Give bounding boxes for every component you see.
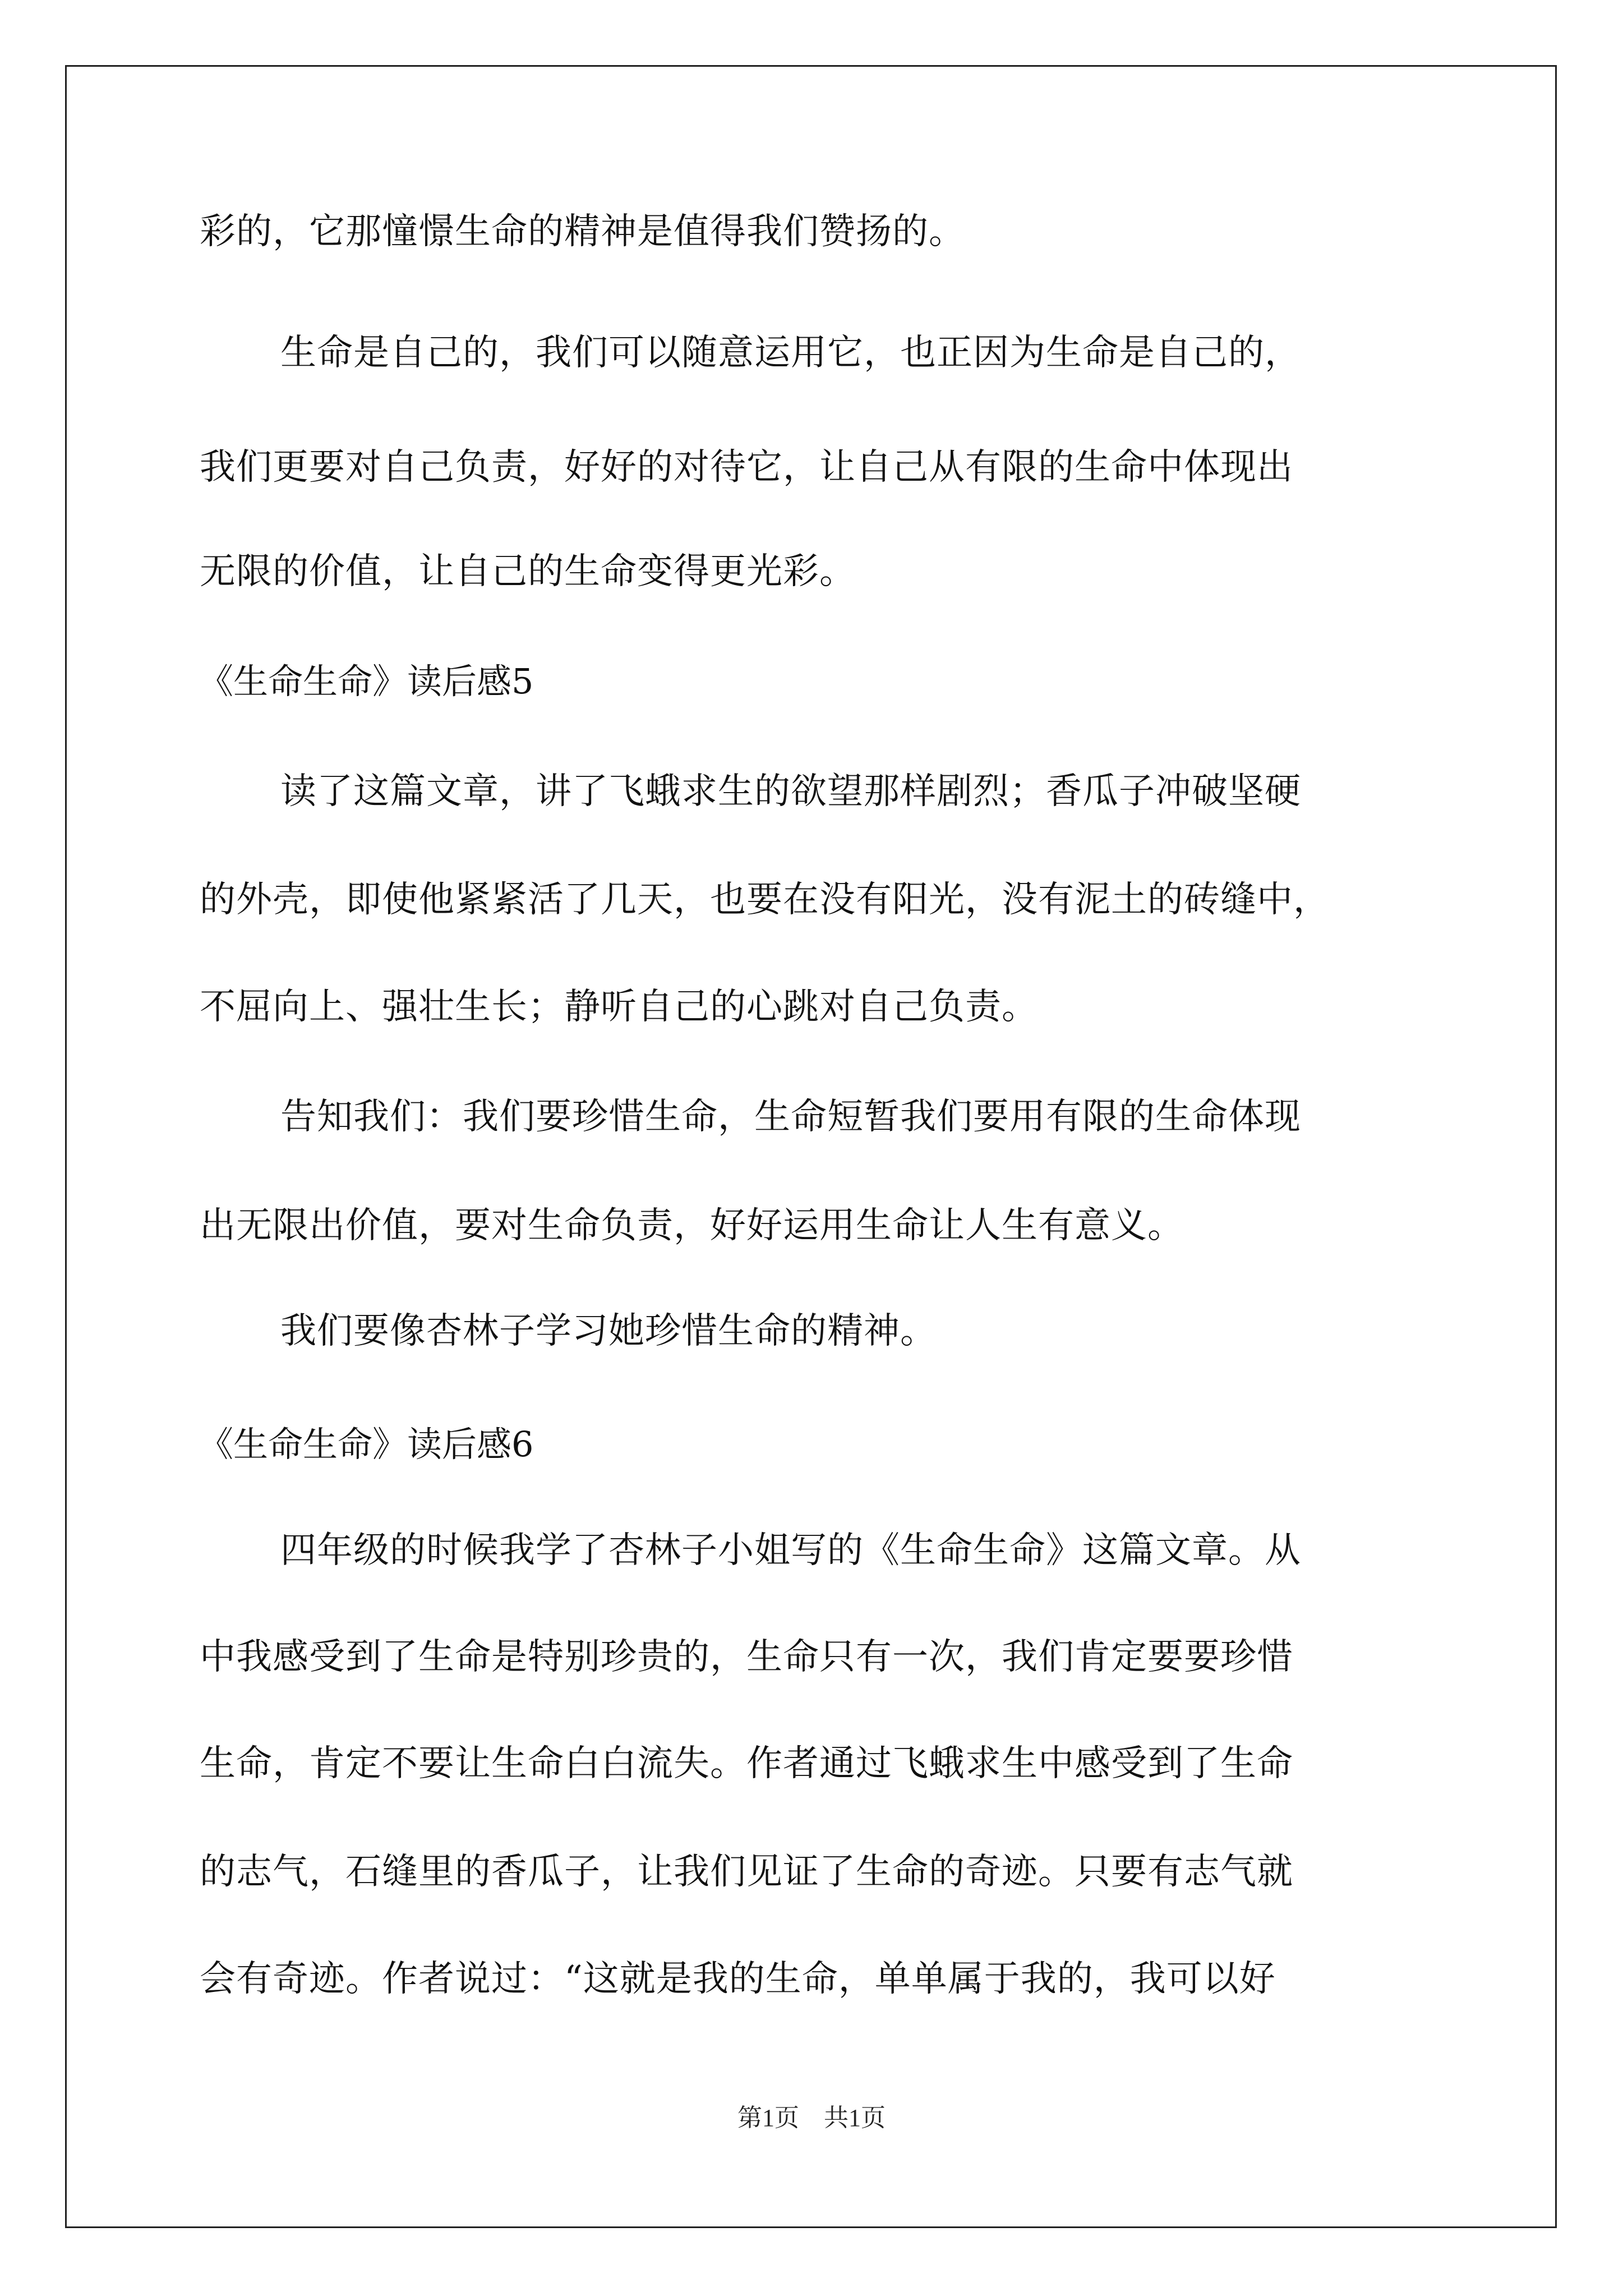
paragraph-line: 四年级的时候我学了杏林子小姐写的《生命生命》这篇文章。从 bbox=[280, 1530, 1301, 1571]
page-number-footer: 第1页 共1页 bbox=[737, 2104, 886, 2132]
paragraph-line: 的外壳，即使他紧紧活了几天，也要在没有阳光，没有泥土的砖缝中， bbox=[200, 879, 1330, 921]
paragraph-line: 不屈向上、强壮生长；静听自己的心跳对自己负责。 bbox=[200, 986, 1038, 1028]
paragraph-line: 读了这篇文章，讲了飞蛾求生的欲望那样剧烈；香瓜子冲破坚硬 bbox=[280, 771, 1301, 812]
paragraph-line: 告知我们：我们要珍惜生命，生命短暂我们要用有限的生命体现 bbox=[280, 1096, 1301, 1138]
paragraph-line: 无限的价值，让自己的生命变得更光彩。 bbox=[200, 551, 856, 592]
section-heading: 《生命生命》读后感6 bbox=[199, 1424, 534, 1465]
paragraph-line: 会有奇迹。作者说过：“这就是我的生命，单单属于我的，我可以好 bbox=[200, 1958, 1276, 2000]
paragraph-line: 生命是自己的，我们可以随意运用它，也正因为生命是自己的， bbox=[280, 332, 1301, 374]
paragraph-line: 我们要像杏林子学习她珍惜生命的精神。 bbox=[280, 1310, 937, 1352]
paragraph-line: 生命，肯定不要让生命白白流失。作者通过飞蛾求生中感受到了生命 bbox=[200, 1743, 1293, 1784]
paragraph-line: 我们更要对自己负责，好好的对待它，让自己从有限的生命中体现出 bbox=[200, 447, 1293, 488]
paragraph-line: 出无限出价值，要对生命负责，好好运用生命让人生有意义。 bbox=[200, 1205, 1184, 1246]
section-heading: 《生命生命》读后感5 bbox=[199, 661, 534, 702]
paragraph-line: 中我感受到了生命是特别珍贵的，生命只有一次，我们肯定要要珍惜 bbox=[200, 1636, 1293, 1678]
paragraph-line: 的志气，石缝里的香瓜子，让我们见证了生命的奇迹。只要有志气就 bbox=[200, 1851, 1293, 1893]
page-border bbox=[65, 65, 1557, 2228]
paragraph-line: 彩的，它那憧憬生命的精神是值得我们赞扬的。 bbox=[200, 211, 965, 252]
